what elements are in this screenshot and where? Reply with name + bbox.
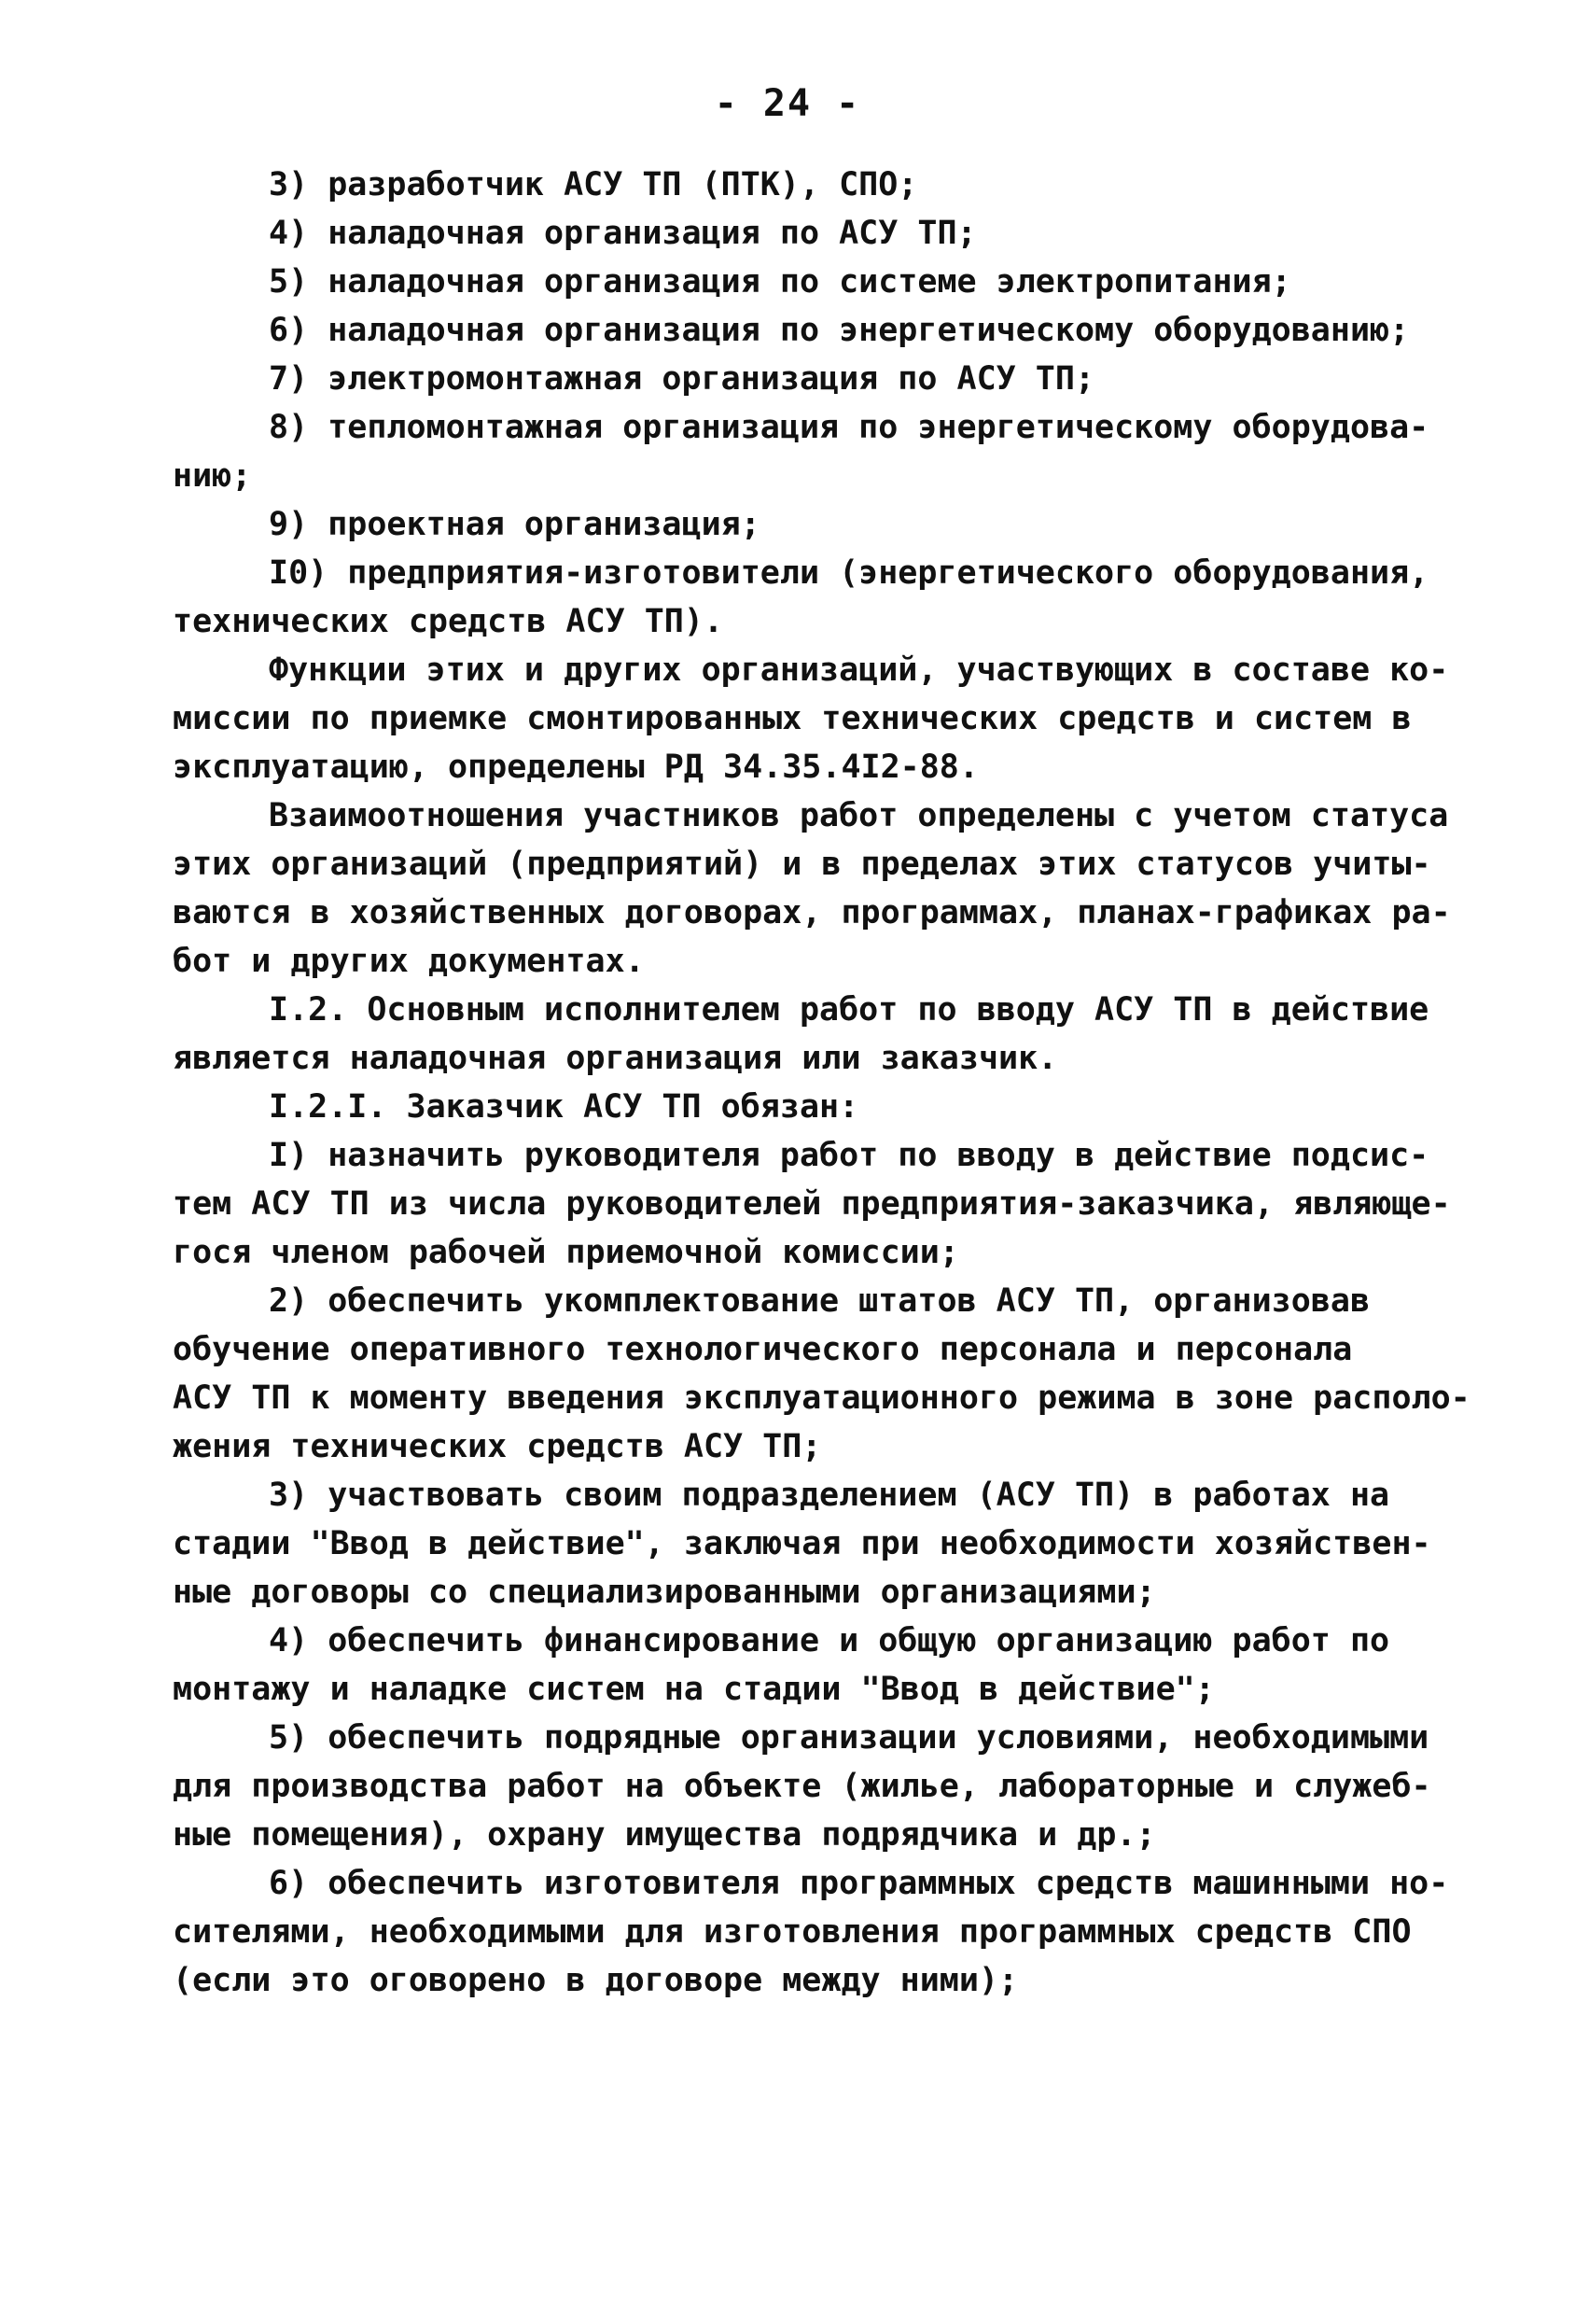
text-line: этих организаций (предприятий) и в пределах этих статусов учиты- bbox=[173, 846, 1431, 883]
text-line: обучение оперативного технологического персонала и персонала bbox=[173, 1331, 1353, 1368]
text-line: Взаимоотношения участников работ определены с учетом статуса bbox=[269, 797, 1449, 834]
text-line: эксплуатацию, определены РД 34.35.4I2-88. bbox=[173, 749, 979, 786]
document-body bbox=[173, 161, 1470, 2005]
text-line: 2) обеспечить укомплектование штатов АСУ ТП, организовав bbox=[269, 1282, 1371, 1320]
text-line: стадии "Ввод в действие", заключая при необходимости хозяйствен- bbox=[173, 1525, 1431, 1562]
text-line: 6) обеспечить изготовителя программных средств машинными но- bbox=[269, 1865, 1449, 1902]
text-line: для производства работ на объекте (жилье, лабораторные и служеб- bbox=[173, 1768, 1431, 1805]
text-line: ные помещения), охрану имущества подрядчика и др.; bbox=[173, 1816, 1156, 1854]
text-line: монтажу и наладке систем на стадии "Ввод в действие"; bbox=[173, 1671, 1215, 1708]
text-line: 4) обеспечить финансирование и общую организацию работ по bbox=[269, 1622, 1390, 1659]
text-line: сителями, необходимыми для изготовления программных средств СПО bbox=[173, 1913, 1412, 1951]
text-line: (если это оговорено в договоре между ними); bbox=[173, 1962, 1019, 1999]
text-line: I.2. Основным исполнителем работ по вводу АСУ ТП в действие bbox=[269, 991, 1429, 1029]
text-line: 9) проектная организация; bbox=[269, 506, 760, 543]
text-line: гося членом рабочей приемочной комиссии; bbox=[173, 1234, 959, 1271]
text-line: I) назначить руководителя работ по вводу в действие подсис- bbox=[269, 1137, 1429, 1174]
text-line: технических средств АСУ ТП). bbox=[173, 603, 724, 640]
text-line: является наладочная организация или заказчик. bbox=[173, 1040, 1058, 1077]
text-line: 3) разработчик АСУ ТП (ПТК), СПО; bbox=[269, 166, 918, 203]
text-line: нию; bbox=[173, 457, 252, 495]
text-line: ваются в хозяйственных договорах, программах, планах-графиках ра- bbox=[173, 894, 1451, 931]
text-line: АСУ ТП к моменту введения эксплуатационного режима в зоне располо- bbox=[173, 1379, 1470, 1417]
text-line: жения технических средств АСУ ТП; bbox=[173, 1428, 822, 1465]
text-line: 7) электромонтажная организация по АСУ ТП; bbox=[269, 360, 1095, 398]
text-line: ные договоры со специализированными организациями; bbox=[173, 1574, 1156, 1611]
text-line: 5) обеспечить подрядные организации условиями, необходимыми bbox=[269, 1719, 1429, 1757]
text-line: 6) наладочная организация по энергетическому оборудованию; bbox=[269, 312, 1410, 349]
text-line: I0) предприятия-изготовители (энергетического оборудования, bbox=[269, 554, 1429, 592]
text-line: тем АСУ ТП из числа руководителей предприятия-заказчика, являюще- bbox=[173, 1185, 1451, 1223]
text-line: 4) наладочная организация по АСУ ТП; bbox=[269, 215, 977, 252]
text-line: 8) тепломонтажная организация по энергетическому оборудова- bbox=[269, 409, 1429, 446]
page-number: - 24 - bbox=[714, 82, 861, 125]
text-line: Функции этих и других организаций, участвующих в составе ко- bbox=[269, 651, 1449, 689]
text-line: 3) участвовать своим подразделением (АСУ ТП) в работах на bbox=[269, 1477, 1390, 1514]
text-line: 5) наладочная организация по системе электропитания; bbox=[269, 263, 1291, 301]
text-line: бот и других документах. bbox=[173, 943, 645, 980]
text-line: I.2.I. Заказчик АСУ ТП обязан: bbox=[269, 1088, 859, 1126]
text-line: миссии по приемке смонтированных технических средств и систем в bbox=[173, 700, 1412, 737]
